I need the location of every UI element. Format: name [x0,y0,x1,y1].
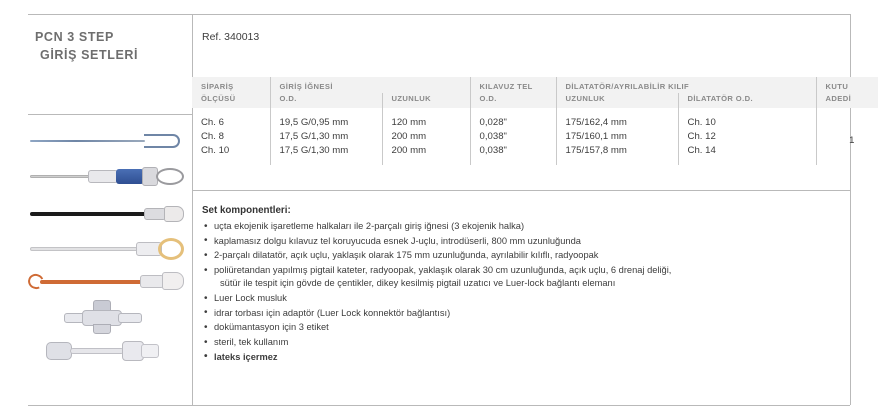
th-needle-group: GİRİŞ İĞNESİ [270,77,470,93]
list-item-text: Luer Lock musluk [214,293,287,304]
page-title [35,28,185,64]
list-item-text: kaplamasız dolgu kılavuz tel koruyucuda esnek J-uçlu, introdüserli, 800 mm uzunluğunda [214,235,581,246]
peel-away-sheath-illustration-icon [30,238,188,260]
list-item-text: poliüretandan yapılmış pigtail kateter, radyoopak, yaklaşık olarak 30 cm uzunluğunda, açık uçlu, 6 drenaj deliği, [214,265,672,276]
adaptor-connector-tip [141,344,159,358]
th-dilator-length: UZUNLUK [556,93,678,108]
product-title-line1: PCN 3 STEP [35,30,114,44]
cell-dilator-od: Ch. 12 [678,130,816,144]
list-item [202,249,802,262]
table-row [192,130,878,144]
needle-coil [156,168,184,185]
adaptor-tube [70,348,124,354]
list-item-text: dokümantasyon için 3 etiket [214,322,329,333]
cell-needle-length: 200 mm [382,130,470,144]
set-components-title: Set komponentleri: [202,205,291,216]
pigtail-catheter-illustration-icon [24,270,190,292]
list-item [202,336,802,349]
cell-order-size: Ch. 8 [192,130,270,144]
urine-bag-adaptor-illustration-icon [46,338,166,364]
guidewire-j-tip [144,134,180,148]
cell-guidewire-od: 0,028" [470,108,556,130]
cell-guidewire-od: 0,038" [470,130,556,144]
list-item-text: uçta ekojenik işaretleme halkaları ile 2-parçalı giriş iğnesi (3 ekojenik halka) [214,221,525,231]
pigtail-tube [40,280,144,284]
guidewire-shaft [30,140,145,142]
cell-needle-od: 17,5 G/1,30 mm [270,130,382,144]
stopcock-handle-bottom [93,324,111,334]
table-row [192,144,878,166]
list-item [202,292,802,305]
rule-right-edge [850,14,851,405]
th-dilator-od: DİLATATÖR O.D. [678,93,816,108]
cell-box-quantity: 1 [849,134,855,146]
list-item-text: lateks içermez [214,351,278,362]
cell-order-size: Ch. 6 [192,108,270,130]
sheath-ring [158,238,184,260]
list-item-text-continued: sütür ile tespit için gövde de çentikler, dikey kesilmiş pigtail uzatıcı ve Luer-lock bağlantı elemanı [220,278,616,289]
sheath-tube [30,247,140,251]
cell-needle-length: 120 mm [382,108,470,130]
list-item [202,321,802,334]
needle-hub-white [88,170,118,183]
th-order-size-line2: ÖLÇÜSÜ [192,93,270,108]
pigtail-tip [162,272,184,290]
pigtail-hub [140,275,164,288]
rule-left-col-divider [192,14,193,405]
dilator-hub [144,208,166,220]
list-item [202,220,802,233]
needle-hub-blue [116,169,144,184]
table-header-group-row [192,77,878,93]
list-item [202,351,802,364]
cell-order-size: Ch. 10 [192,144,270,166]
cell-dilator-length: 175/162,4 mm [556,108,678,130]
stopcock-arm-right [118,313,142,323]
set-components-list [202,220,802,364]
list-item-text: idrar torbası için adaptör (Luer Lock konnektör bağlantısı) [214,307,451,318]
list-item-text: steril, tek kullanım [214,337,289,348]
cell-guidewire-od: 0,038" [470,144,556,166]
access-needle-illustration-icon [30,166,185,188]
adaptor-cap [46,342,72,360]
rule-under-table [192,190,850,191]
list-item [202,235,802,248]
th-dilator-group: DİLATATÖR/AYRILABİLİR KILIF [556,77,816,93]
product-title-line2: GİRİŞ SETLERİ [40,48,139,62]
luer-lock-stopcock-illustration-icon [62,300,152,334]
set-components-section [202,205,802,366]
list-item [202,307,802,320]
cell-dilator-od: Ch. 14 [678,144,816,166]
th-guidewire-group: KILAVUZ TEL [470,77,556,93]
th-order-size-line1: SİPARİŞ [192,77,270,93]
needle-cannula [30,175,92,178]
cell-needle-od: 19,5 G/0,95 mm [270,108,382,130]
th-box-line2: ADEDİ [816,93,878,108]
table-header-sub-row [192,93,878,108]
dilator-illustration-icon [30,206,185,222]
cell-dilator-length: 175/157,8 mm [556,144,678,166]
th-needle-length: UZUNLUK [382,93,470,108]
cell-dilator-od: Ch. 10 [678,108,816,130]
cell-dilator-length: 175/160,1 mm [556,130,678,144]
guidewire-illustration-icon [30,134,180,148]
th-box-line1: KUTU [816,77,878,93]
specification-table [192,77,878,165]
cell-needle-od: 17,5 G/1,30 mm [270,144,382,166]
reference-number: Ref. 340013 [202,31,260,43]
cell-needle-length: 200 mm [382,144,470,166]
table-row [192,108,878,130]
dilator-tube [30,212,148,216]
th-needle-od: O.D. [270,93,382,108]
dilator-tip [164,206,184,222]
th-guidewire-od: O.D. [470,93,556,108]
list-item-text: 2-parçalı dilatatör, açık uçlu, yaklaşık olarak 175 mm uzunluğunda, ayrılabilir kılıflı, radyoopak [214,250,599,261]
list-item [202,264,802,290]
